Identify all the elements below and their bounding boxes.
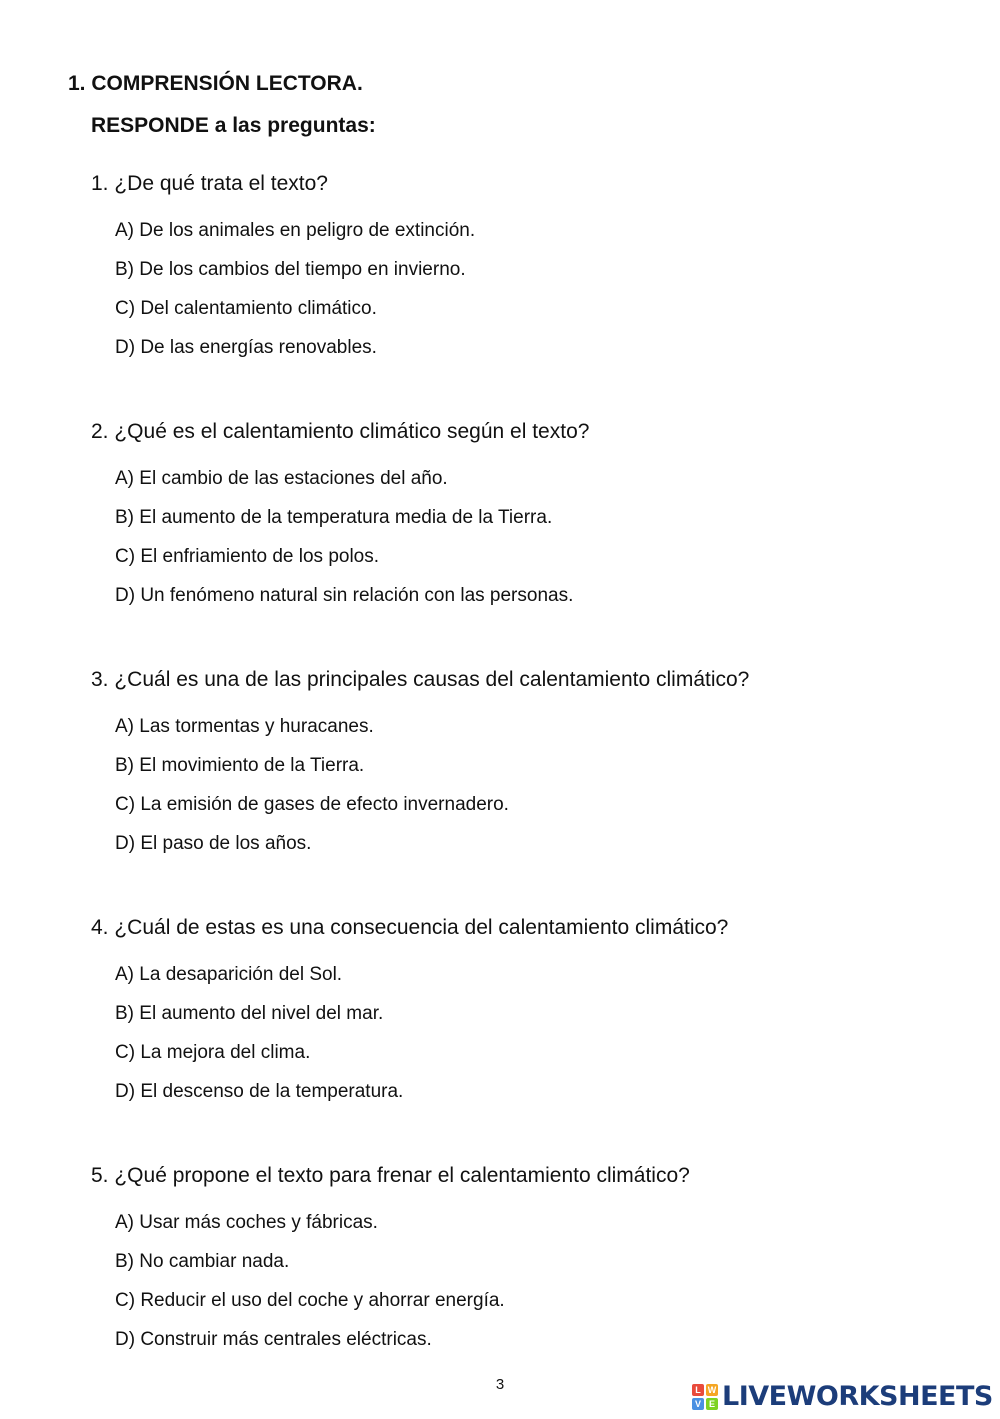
option-c[interactable]: C) La emisión de gases de efecto invernadero. bbox=[115, 794, 509, 815]
option-b[interactable]: B) El aumento del nivel del mar. bbox=[115, 1003, 384, 1024]
answer-options bbox=[115, 963, 971, 1103]
logo-tile: W bbox=[707, 1384, 717, 1395]
answer-options bbox=[115, 1211, 971, 1351]
section-heading: 1. COMPRENSIÓN LECTORA. bbox=[68, 72, 363, 95]
question-1 bbox=[91, 171, 971, 375]
option-b[interactable]: B) El aumento de la temperatura media de la Tierra. bbox=[115, 507, 553, 528]
page-number: 3 bbox=[495, 1376, 505, 1393]
option-c[interactable]: C) El enfriamiento de los polos. bbox=[115, 546, 380, 567]
option-d[interactable]: D) El descenso de la temperatura. bbox=[115, 1081, 404, 1102]
option-a[interactable]: A) Las tormentas y huracanes. bbox=[115, 716, 374, 737]
option-c[interactable]: C) Del calentamiento climático. bbox=[115, 298, 377, 319]
logo-tile: E bbox=[706, 1398, 718, 1410]
liveworksheets-brand bbox=[692, 1381, 993, 1412]
question-5 bbox=[91, 1163, 971, 1367]
option-a[interactable]: A) El cambio de las estaciones del año. bbox=[115, 468, 448, 489]
answer-options bbox=[115, 715, 971, 855]
brand-name: LIVEWORKSHEETS bbox=[722, 1381, 993, 1412]
logo-tile: V bbox=[692, 1398, 704, 1410]
question-text: 5. ¿Qué propone el texto para frenar el calentamiento climático? bbox=[91, 1164, 690, 1187]
question-text: 2. ¿Qué es el calentamiento climático según el texto? bbox=[91, 420, 590, 443]
question-text: 1. ¿De qué trata el texto? bbox=[91, 172, 328, 195]
option-d[interactable]: D) Un fenómeno natural sin relación con las personas. bbox=[115, 585, 574, 606]
option-c[interactable]: C) Reducir el uso del coche y ahorrar energía. bbox=[115, 1290, 505, 1311]
option-a[interactable]: A) Usar más coches y fábricas. bbox=[115, 1212, 378, 1233]
question-text: 4. ¿Cuál de estas es una consecuencia del calentamiento climático? bbox=[91, 916, 729, 939]
answer-options bbox=[115, 219, 971, 359]
option-d[interactable]: D) Construir más centrales eléctricas. bbox=[115, 1329, 432, 1350]
answer-options bbox=[115, 467, 971, 607]
option-d[interactable]: D) De las energías renovables. bbox=[115, 337, 377, 358]
instructions-heading: RESPONDE a las preguntas: bbox=[91, 114, 376, 137]
liveworksheets-logo-icon bbox=[692, 1384, 718, 1410]
logo-tile: L bbox=[692, 1384, 704, 1396]
option-d[interactable]: D) El paso de los años. bbox=[115, 833, 312, 854]
option-c[interactable]: C) La mejora del clima. bbox=[115, 1042, 311, 1063]
option-a[interactable]: A) De los animales en peligro de extinción. bbox=[115, 220, 476, 241]
option-b[interactable]: B) No cambiar nada. bbox=[115, 1251, 290, 1272]
option-b[interactable]: B) El movimiento de la Tierra. bbox=[115, 755, 365, 776]
question-text: 3. ¿Cuál es una de las principales causas del calentamiento climático? bbox=[91, 668, 750, 691]
option-a[interactable]: A) La desaparición del Sol. bbox=[115, 964, 343, 985]
question-4 bbox=[91, 915, 971, 1119]
option-b[interactable]: B) De los cambios del tiempo en invierno. bbox=[115, 259, 466, 280]
question-2 bbox=[91, 419, 971, 623]
question-3 bbox=[91, 667, 971, 871]
